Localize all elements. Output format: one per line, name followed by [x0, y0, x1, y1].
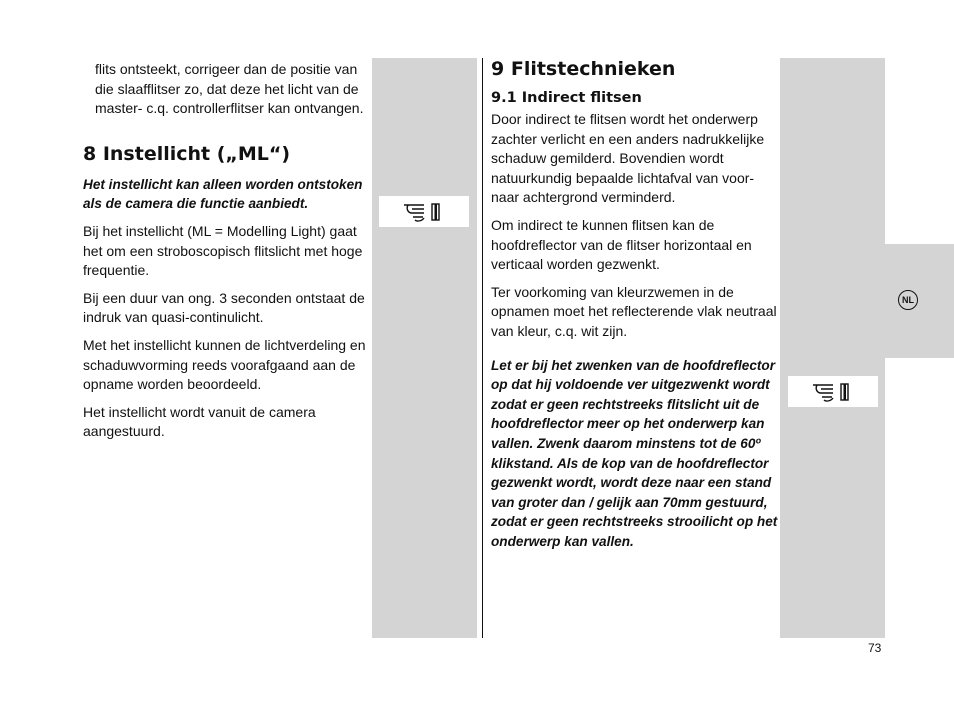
right-margin-band — [780, 58, 885, 638]
paragraph: Ter voorkoming van kleurzwemen in de opnamen moet het reflecterende vlak neutraal van kleur, c.q. wit zijn. — [491, 283, 777, 339]
paragraph: Het instellicht wordt vanuit de camera aangestuurd. — [83, 403, 316, 440]
page-number: 73 — [868, 641, 882, 655]
column-divider — [482, 58, 483, 638]
language-tab — [885, 244, 954, 358]
note-text-left: Het instellicht kan alleen worden ontstoken als de camera die functie aanbiedt. — [83, 176, 363, 212]
left-column — [83, 60, 368, 450]
note-text-right: Let er bij het zwenken van de hoofdreflector op dat hij voldoende ver uitgezwenkt wordt zodat er geen rechtstreeks flitslicht uit de hoofdreflector meer op het onderwerp kan vallen. Zwenk daarom minstens tot de 60º klikstand. Als de kop van de hoofdreflector gezwenkt wordt, wordt deze naar een stand van groter dan / gelijk aan 70mm gestuurd, zodat er geen rechtstreeks strooilicht op het onderwerp kan vallen. — [491, 357, 778, 549]
language-badge — [898, 290, 918, 310]
subsection-title-9-1: 9.1 Indirect flitsen — [491, 90, 642, 106]
paragraph: Om indirect te kunnen flitsen kan de hoofdreflector van de flitser horizontaal en verticaal worden gezwenkt. — [491, 216, 752, 273]
paragraph: Bij het instellicht (ML = Modelling Light) gaat het om een stroboscopisch flitslicht met hoge frequentie. — [83, 222, 363, 279]
continued-text: flits ontsteekt, corrigeer dan de positie van die slaafflitser zo, dat deze het licht van de master- c.q. controllerflitser kan ontvangen. — [95, 61, 364, 117]
section-title-9: 9 Flitstechnieken — [491, 58, 676, 80]
paragraph: Door indirect te flitsen wordt het onderwerp zachter verlicht en een anders nadrukkelijke schaduw gemilderd. Bovendien wordt natuurkundig bepaalde lichtafval van voor-naar achtergrond verminderd. — [491, 111, 765, 206]
paragraph: Met het instellicht kunnen de lichtverdeling en schaduwvorming reeds voorafgaand aan de opname worden beoordeeld. — [83, 336, 366, 393]
section-title-8: 8 Instellicht („ML“) — [83, 142, 291, 165]
pointing-hand-note-icon — [402, 201, 446, 223]
language-label: NL — [902, 295, 914, 305]
right-column — [491, 58, 779, 559]
paragraph: Bij een duur van ong. 3 seconden ontstaat de indruk van quasi-continulicht. — [83, 289, 365, 326]
note-icon-box-left — [379, 196, 469, 227]
pointing-hand-note-icon — [811, 381, 855, 403]
left-margin-band — [372, 58, 477, 638]
note-icon-box-right — [788, 376, 878, 407]
